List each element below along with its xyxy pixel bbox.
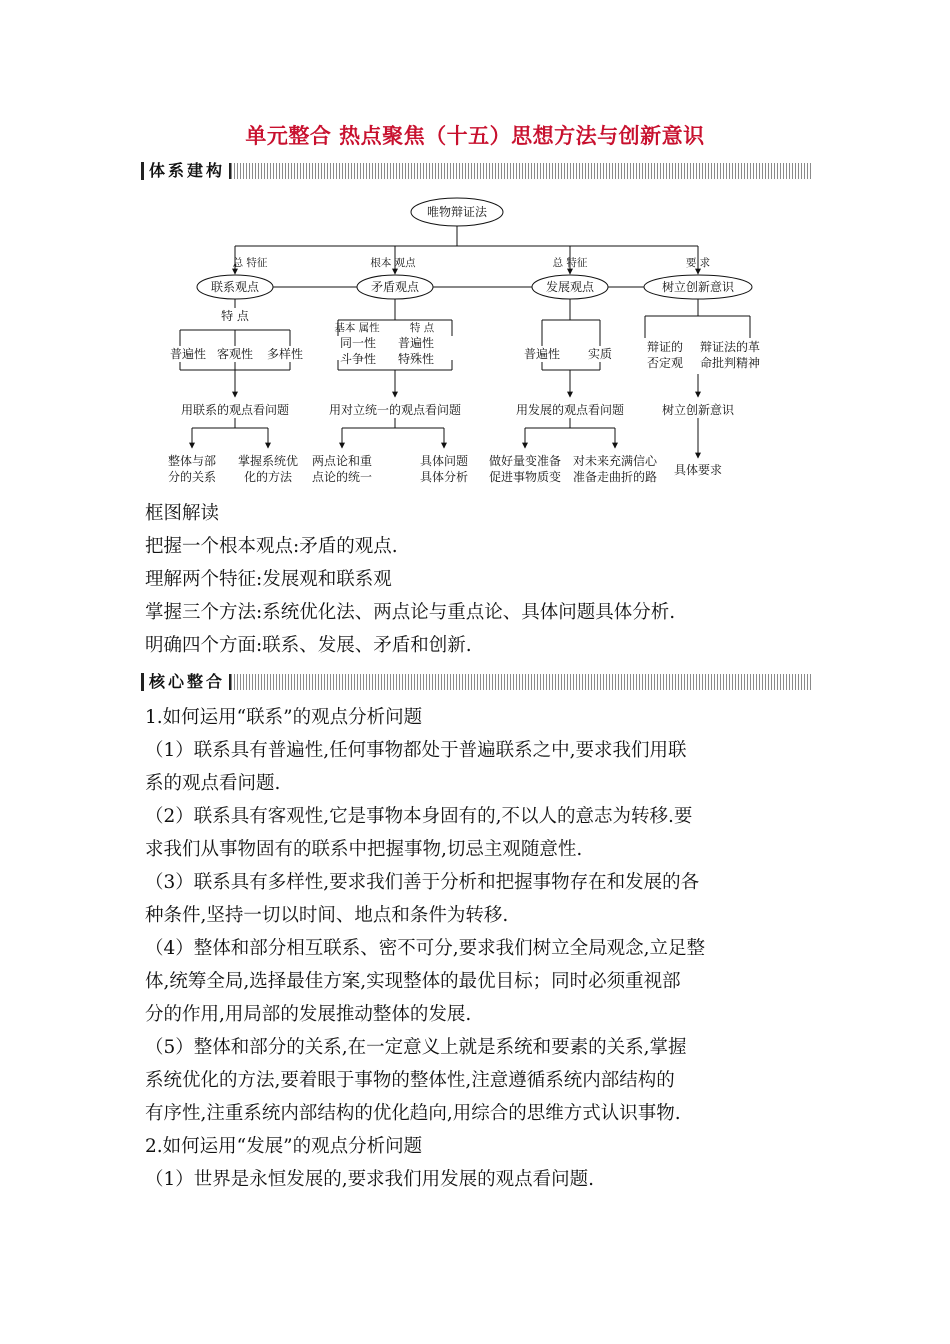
reading-line: 理解两个特征:发展观和联系观 — [145, 569, 392, 590]
col4-item: 辩证法的革 — [699, 340, 761, 354]
col2-leaf: 点论的统一 — [311, 470, 373, 484]
edge-label-2: 根本 观点 — [370, 257, 416, 269]
core-line: 求我们从事物固有的联系中把握事物,切忌主观随意性. — [145, 839, 583, 860]
col1-leaf: 整体与部 — [167, 454, 217, 468]
section-hatch — [229, 163, 813, 179]
reading-block — [145, 497, 817, 662]
col4-item: 命批判精神 — [699, 356, 761, 370]
concept-diagram — [160, 190, 790, 495]
col1-item: 客观性 — [216, 347, 254, 361]
col4-view: 树立创新意识 — [661, 403, 735, 417]
core-block — [145, 701, 817, 1196]
core-line: （1）世界是永恒发展的,要求我们用发展的观点看问题. — [145, 1169, 595, 1190]
core-line: 有序性,注重系统内部结构的优化趋向,用综合的思维方式认识事物. — [145, 1103, 681, 1124]
col1-leaf: 分的关系 — [167, 470, 217, 484]
node-label-chuangxin: 树立创新意识 — [661, 280, 735, 294]
section-hatch — [229, 674, 813, 690]
reading-line: 掌握三个方法:系统优化法、两点论与重点论、具体问题具体分析. — [145, 602, 676, 623]
core-line: （4）整体和部分相互联系、密不可分,要求我们树立全局观念,立足整 — [145, 938, 706, 959]
core-line: 体,统筹全局,选择最佳方案,实现整体的最优目标；同时必须重视部 — [145, 971, 681, 992]
core-line: （2）联系具有客观性,它是事物本身固有的,不以人的意志为转移.要 — [145, 806, 693, 827]
edge-label-4: 要 求 — [685, 257, 711, 269]
col2-view: 用对立统一的观点看问题 — [328, 403, 462, 417]
col2-right-head: 特 点 — [409, 322, 435, 334]
reading-line: 明确四个方面:联系、发展、矛盾和创新. — [145, 635, 472, 656]
col1-sub: 特 点 — [221, 309, 249, 323]
col1-leaf: 化的方法 — [243, 470, 293, 484]
col3-leaf: 做好量变准备 — [488, 454, 562, 468]
col2-left-head: 基本 属性 — [334, 322, 380, 334]
core-line: （5）整体和部分的关系,在一定意义上就是系统和要素的关系,掌握 — [145, 1037, 687, 1058]
core-line: 分的作用,用局部的发展推动整体的发展. — [145, 1004, 472, 1025]
col3-leaf: 促进事物质变 — [488, 470, 562, 484]
core-line: （1）联系具有普遍性,任何事物都处于普遍联系之中,要求我们用联 — [145, 740, 687, 761]
col4-leaf: 具体要求 — [673, 463, 723, 477]
col3-item: 普遍性 — [523, 347, 561, 361]
col4-item: 辩证的 — [646, 340, 684, 354]
core-line: 系统优化的方法,要着眼于事物的整体性,注意遵循系统内部结构的 — [145, 1070, 675, 1091]
col2-left-item: 同一性 — [339, 336, 377, 350]
page-title: 单元整合 热点聚焦（十五）思想方法与创新意识 — [245, 124, 705, 148]
core-line: 系的观点看问题. — [145, 773, 281, 794]
section-label: 核心整合 — [149, 672, 226, 691]
col4-item: 否定观 — [646, 356, 684, 370]
edge-label-1: 总 特征 — [232, 257, 268, 269]
col1-item: 普遍性 — [169, 347, 207, 361]
col3-item: 实质 — [587, 347, 613, 361]
col3-view: 用发展的观点看问题 — [515, 403, 625, 417]
section-label: 体系建构 — [149, 161, 226, 180]
node-label-lianxi: 联系观点 — [210, 280, 260, 294]
section-header-core — [141, 671, 813, 693]
core-line: 种条件,坚持一切以时间、地点和条件为转移. — [145, 905, 509, 926]
col1-view: 用联系的观点看问题 — [180, 403, 290, 417]
col3-leaf: 对未来充满信心 — [572, 454, 658, 468]
reading-heading: 框图解读 — [145, 503, 220, 524]
core-line: 1.如何运用“联系”的观点分析问题 — [145, 707, 423, 728]
root-label: 唯物辩证法 — [426, 205, 488, 219]
node-label-maodun: 矛盾观点 — [370, 280, 420, 294]
col3-leaf: 准备走曲折的路 — [572, 470, 658, 484]
col2-leaf: 具体分析 — [419, 470, 469, 484]
edge-label-3: 总 特征 — [552, 257, 588, 269]
col1-leaf: 掌握系统优 — [237, 454, 299, 468]
core-line: （3）联系具有多样性,要求我们善于分析和把握事物存在和发展的各 — [145, 872, 700, 893]
col2-right-item: 特殊性 — [397, 352, 435, 366]
col2-left-item: 斗争性 — [339, 352, 377, 366]
core-line: 2.如何运用“发展”的观点分析问题 — [145, 1136, 423, 1157]
diagram-svg — [160, 190, 790, 495]
col2-leaf: 两点论和重 — [311, 454, 373, 468]
section-header-system — [141, 160, 813, 182]
col2-leaf: 具体问题 — [419, 454, 469, 468]
col1-item: 多样性 — [266, 347, 304, 361]
col2-right-item: 普遍性 — [397, 336, 435, 350]
reading-line: 把握一个根本观点:矛盾的观点. — [145, 536, 398, 557]
node-label-fazhan: 发展观点 — [545, 280, 595, 294]
